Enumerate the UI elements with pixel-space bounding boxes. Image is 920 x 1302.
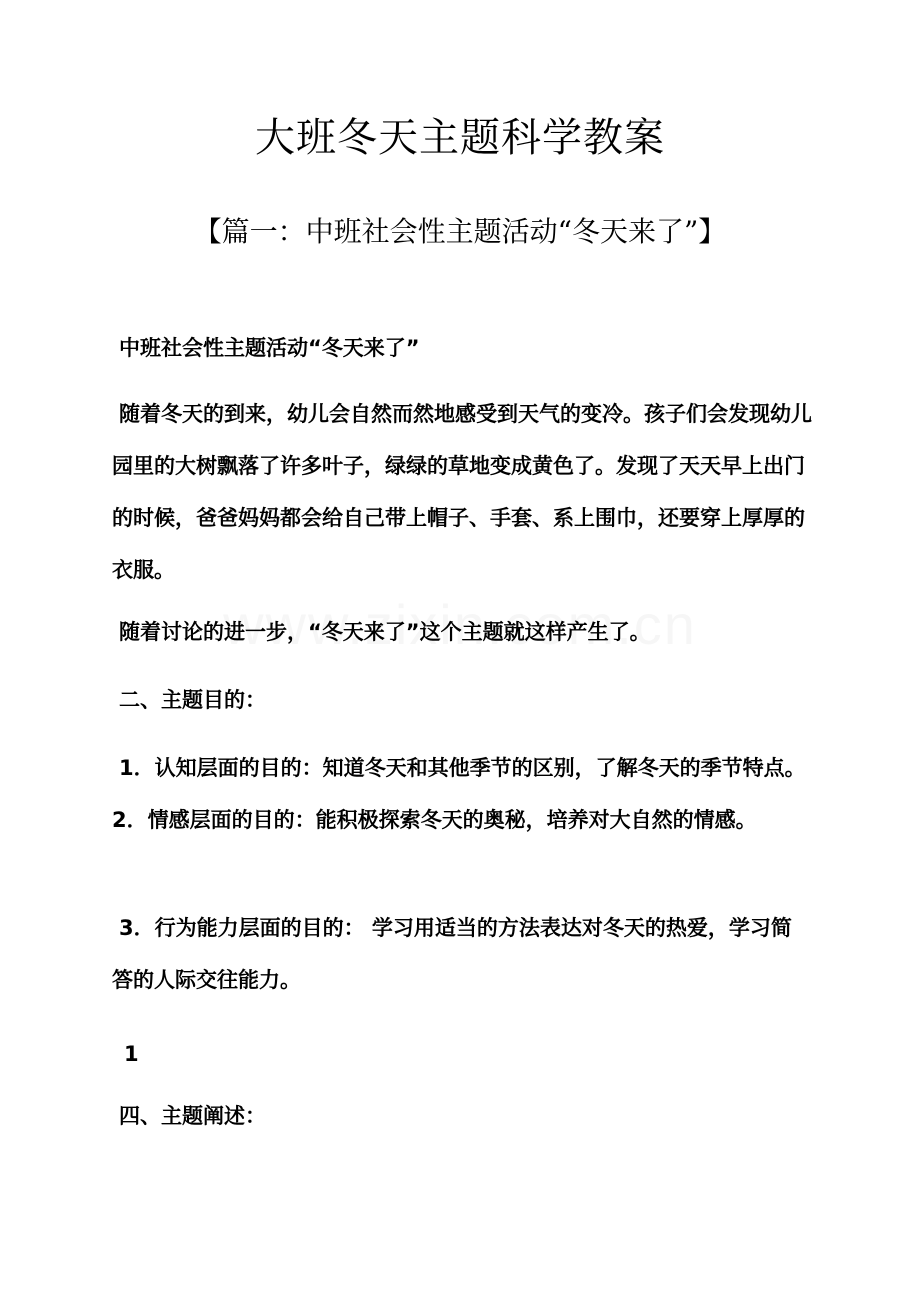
goal-1-2-paragraph: 1．认知层面的目的：知道冬天和其他季节的区别，了解冬天的季节特点。 2．情感层面的目的：能积极探索冬天的奥秘，培养对大自然的情感。 xyxy=(112,756,806,832)
discussion-paragraph: 随着讨论的进一步，“冬天来了”这个主题就这样产生了。 xyxy=(119,620,651,644)
section-4-heading: 四、主题阐述： xyxy=(119,1104,266,1128)
goals-heading: 二、主题目的： xyxy=(119,688,266,712)
page-number: 1 xyxy=(124,1042,139,1066)
goal-3-paragraph: 3．行为能力层面的目的： 学习用适当的方法表达对冬天的热爱，学习简答的人际交往能力。 xyxy=(112,916,792,992)
document-title: 大班冬天主题科学教案 xyxy=(255,115,665,161)
intro-paragraph: 随着冬天的到来，幼儿会自然而然地感受到天气的变冷。孩子们会发现幼儿园里的大树飘落了许多叶子，绿绿的草地变成黄色了。发现了天天早上出门的时候，爸爸妈妈都会给自己带上帽子、手套、系上围巾，还要穿上厚厚的衣服。 xyxy=(112,402,812,582)
activity-name: 中班社会性主题活动“冬天来了” xyxy=(119,336,420,360)
document-subtitle: 【篇一：中班社会性主题活动“冬天来了”】 xyxy=(193,215,727,248)
